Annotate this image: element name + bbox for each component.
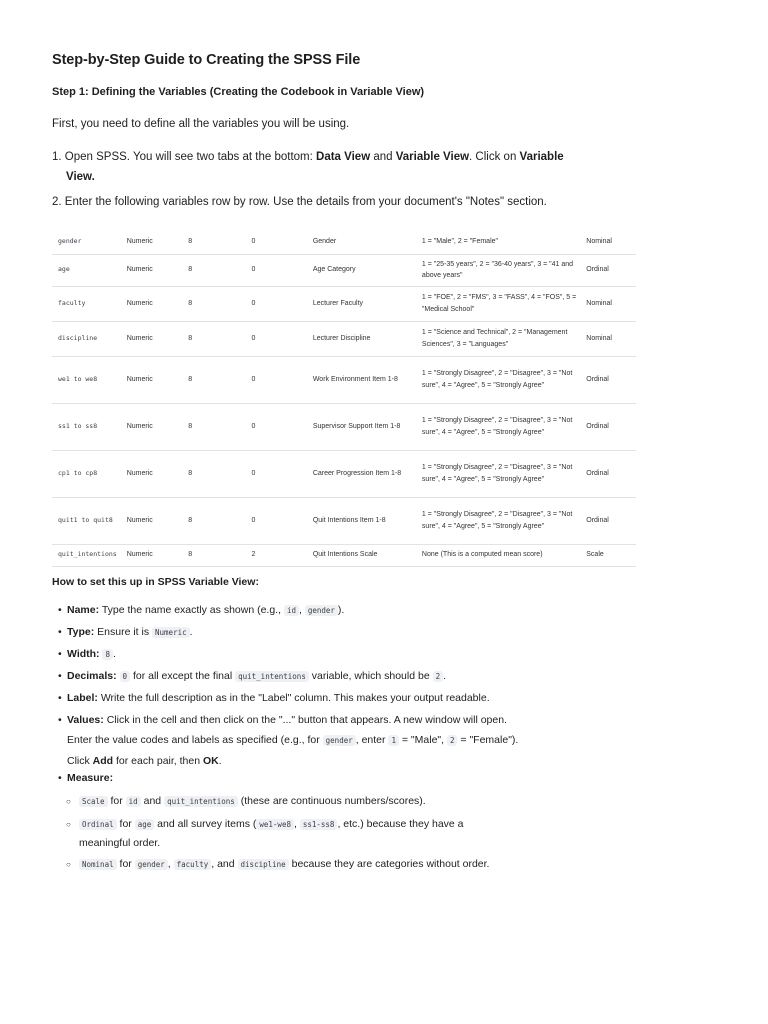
width-cell: [184, 356, 247, 403]
bullet-text: ,: [293, 818, 300, 830]
variable-name-cell-text: cp1 to cp8: [58, 468, 98, 477]
decimals-cell: [248, 286, 309, 321]
label-cell-text: Supervisor Support Item 1-8: [312, 422, 401, 430]
step-item-2: 2. Enter the following variables row by row. Use the details from your document's "Notes" section.: [52, 196, 547, 208]
type-cell-text: Numeric: [126, 551, 153, 559]
variable-name-cell: [52, 254, 123, 286]
label-cell: [309, 321, 418, 356]
inline-code: quit_intentions: [235, 671, 309, 682]
bullet-text: .: [443, 670, 447, 682]
decimals-cell-text: 0: [251, 469, 256, 477]
data-view-term: Data View: [316, 151, 371, 163]
table-row: [52, 254, 636, 286]
measure-cell: [582, 497, 636, 544]
decimals-cell-text: 0: [251, 299, 256, 307]
inline-code: quit_intentions: [164, 796, 238, 807]
bullet-label: Width:: [67, 648, 100, 660]
type-cell: [123, 544, 185, 566]
bullet-dot: •: [58, 714, 62, 726]
width-cell-text: 8: [188, 299, 193, 307]
decimals-cell: [248, 403, 309, 450]
inline-code: 2: [447, 735, 458, 746]
values-cell: [418, 450, 582, 497]
decimals-cell-text: 0: [251, 237, 256, 245]
inline-code: age: [135, 819, 155, 830]
width-cell-text: 8: [188, 422, 193, 430]
inline-code: 0: [120, 671, 131, 682]
measure-cell-text: Ordinal: [586, 469, 609, 477]
decimals-cell: [248, 321, 309, 356]
bullet-text: because they are categories without order.: [288, 858, 490, 870]
step-item-1: [52, 147, 612, 187]
label-cell-text: Quit Intentions Scale: [312, 551, 378, 559]
variable-name-cell: [52, 544, 123, 566]
width-cell: [184, 254, 247, 286]
width-cell-text: 8: [188, 334, 193, 342]
bullet-text: ,: [167, 858, 174, 870]
step1-heading: Step 1: Defining the Variables (Creating the Codebook in Variable View): [52, 86, 425, 98]
variable-name-cell-text: discipline: [58, 333, 98, 342]
bullet-label: Name:: [67, 604, 100, 616]
bullet-text: .: [189, 626, 193, 638]
measure-cell: [582, 450, 636, 497]
label-cell: [309, 544, 418, 566]
decimals-cell: [248, 450, 309, 497]
decimals-cell-text: 2: [251, 551, 256, 559]
type-cell: [123, 356, 185, 403]
decimals-cell-text: 0: [251, 266, 256, 274]
values-cell: [418, 286, 582, 321]
sub-bullet-circle: ○: [66, 797, 71, 806]
width-cell-text: 8: [188, 516, 193, 524]
sub-bullet-ordinal: [66, 815, 516, 853]
variable-name-cell-text: we1 to we8: [58, 374, 98, 383]
table-row: [52, 544, 636, 566]
inline-code: Numeric: [152, 627, 190, 638]
inline-code: faculty: [174, 859, 212, 870]
label-cell-text: Age Category: [312, 266, 356, 274]
bullet-name: [58, 600, 528, 621]
bullet-text: (these are continuous numbers/scores).: [237, 795, 426, 807]
label-cell: [309, 229, 418, 254]
inline-code: discipline: [238, 859, 289, 870]
bullet-text: variable, which should be: [308, 670, 433, 682]
intro-text: First, you need to define all the variables you will be using.: [52, 118, 350, 130]
bullet-dot: •: [58, 670, 62, 682]
bullet-text: for: [107, 795, 126, 807]
measure-cell-text: Scale: [586, 551, 604, 559]
label-cell-text: Lecturer Faculty: [312, 299, 364, 307]
table-row: [52, 321, 636, 356]
inline-code: 8: [102, 649, 113, 660]
decimals-cell: [248, 254, 309, 286]
values-cell: [418, 497, 582, 544]
label-cell-text: Work Environment Item 1-8: [312, 375, 398, 383]
table-row: [52, 450, 636, 497]
bullet-label: Values:: [67, 714, 104, 726]
codebook-table: [52, 229, 636, 567]
width-cell-text: 8: [188, 237, 193, 245]
bullet-dot: •: [58, 772, 62, 784]
variable-name-cell-text: age: [58, 265, 70, 274]
variable-term: Variable: [519, 151, 564, 163]
bullet-text: .: [218, 755, 222, 767]
bullet-type: [58, 622, 528, 643]
label-cell-text: Gender: [312, 237, 337, 245]
values-cell-text: 1 = "Male", 2 = "Female": [421, 237, 499, 245]
type-cell: [123, 403, 185, 450]
step1-period: .: [91, 171, 95, 183]
step1-text: 1. Open SPSS. You will see two tabs at the bottom:: [52, 151, 317, 163]
bullet-measure: [58, 768, 528, 788]
inline-code: Nominal: [79, 859, 117, 870]
inline-code: we1-we8: [256, 819, 294, 830]
type-cell-text: Numeric: [126, 299, 153, 307]
measure-cell: [582, 321, 636, 356]
inline-code: ss1-ss8: [300, 819, 338, 830]
decimals-cell: [248, 229, 309, 254]
width-cell-text: 8: [188, 469, 193, 477]
variable-name-cell: [52, 229, 123, 254]
label-cell-text: Lecturer Discipline: [312, 334, 371, 342]
how-to-heading: How to set this up in SPSS Variable View:: [52, 576, 259, 588]
sub-bullet-circle: ○: [66, 860, 71, 869]
decimals-cell-text: 0: [251, 375, 256, 383]
bullet-text: , enter: [355, 734, 389, 746]
bullet-dot: •: [58, 692, 62, 704]
bullet-text: , and: [211, 858, 238, 870]
bullet-label: Label:: [67, 692, 98, 704]
measure-cell-text: Nominal: [586, 237, 612, 245]
variable-name-cell: [52, 321, 123, 356]
bullet-text: for: [116, 858, 135, 870]
inline-code: gender: [305, 605, 338, 616]
type-cell-text: Numeric: [126, 469, 153, 477]
type-cell: [123, 229, 185, 254]
table-row: [52, 356, 636, 403]
variable-name-cell: [52, 356, 123, 403]
variable-name-cell: [52, 450, 123, 497]
label-cell: [309, 403, 418, 450]
type-cell-text: Numeric: [126, 334, 153, 342]
values-cell-text: None (This is a computed mean score): [421, 551, 543, 559]
measure-cell: [582, 356, 636, 403]
bullet-text: = "Female"). Click: [67, 734, 519, 767]
bullet-text: , etc.) because they have a meaningful order.: [79, 818, 464, 849]
measure-cell-text: Ordinal: [586, 516, 609, 524]
bullet-text: and: [140, 795, 165, 807]
variable-name-cell: [52, 403, 123, 450]
inline-code: 2: [433, 671, 444, 682]
bullet-text: Click in the cell and then click on the "..." button that appears. A new window will open. Enter the value codes and labels as specified (e.g., for: [67, 714, 507, 746]
label-cell-text: Career Progression Item 1-8: [312, 469, 402, 477]
measure-cell: [582, 229, 636, 254]
bullet-text: for all except the final: [130, 670, 236, 682]
variable-name-cell-text: ss1 to ss8: [58, 421, 98, 430]
bullet-width: [58, 644, 528, 665]
variable-name-cell-text: gender: [58, 236, 82, 245]
measure-cell-text: Ordinal: [586, 266, 609, 274]
measure-cell: [582, 286, 636, 321]
decimals-cell: [248, 356, 309, 403]
bullet-text: Ensure it is: [94, 626, 153, 638]
bullet-text: ).: [337, 604, 345, 616]
width-cell-text: 8: [188, 375, 193, 383]
table-row: [52, 229, 636, 254]
bullet-values: [58, 710, 528, 771]
variable-name-cell: [52, 497, 123, 544]
measure-cell-text: Ordinal: [586, 422, 609, 430]
bullet-text: and all survey items (: [154, 818, 257, 830]
values-cell: [418, 254, 582, 286]
type-cell: [123, 254, 185, 286]
values-cell-text: 1 = "Strongly Disagree", 2 = "Disagree", 3 = "Not sure", 4 = "Agree", 5 = "Strongly Agree": [421, 464, 573, 483]
values-cell: [418, 321, 582, 356]
values-cell: [418, 229, 582, 254]
bullet-text: = "Male",: [398, 734, 447, 746]
label-cell: [309, 356, 418, 403]
bullet-text: for each pair, then: [113, 755, 203, 767]
width-cell: [184, 286, 247, 321]
width-cell: [184, 544, 247, 566]
bullet-text: Type the name exactly as shown (e.g.,: [99, 604, 284, 616]
measure-cell-text: Nominal: [586, 334, 612, 342]
bullet-label: Type:: [67, 626, 95, 638]
sub-bullet-nominal: [66, 855, 516, 874]
decimals-cell-text: 0: [251, 516, 256, 524]
values-cell: [418, 403, 582, 450]
type-cell-text: Numeric: [126, 266, 153, 274]
table-row: [52, 286, 636, 321]
bullet-text: ,: [298, 604, 305, 616]
width-cell: [184, 229, 247, 254]
width-cell-text: 8: [188, 266, 193, 274]
width-cell: [184, 321, 247, 356]
bullet-label: Measure:: [67, 772, 114, 784]
type-cell: [123, 450, 185, 497]
width-cell: [184, 497, 247, 544]
inline-code: Ordinal: [79, 819, 117, 830]
bullet-label-item: [58, 688, 528, 708]
values-cell-text: 1 = "Strongly Disagree", 2 = "Disagree", 3 = "Not sure", 4 = "Agree", 5 = "Strongly Agree": [421, 370, 573, 389]
measure-cell: [582, 544, 636, 566]
values-cell-text: 1 = "Strongly Disagree", 2 = "Disagree", 3 = "Not sure", 4 = "Agree", 5 = "Strongly Agree": [421, 511, 573, 530]
values-cell-text: 1 = "FOE", 2 = "FMS", 3 = "FASS", 4 = "FOS", 5 = "Medical School": [421, 294, 577, 313]
inline-code: Scale: [79, 796, 108, 807]
bullet-label: Decimals:: [67, 670, 117, 682]
decimals-cell-text: 0: [251, 334, 256, 342]
bullet-text: .: [113, 648, 116, 660]
inline-code: 1: [388, 735, 399, 746]
add-term: Add: [92, 755, 114, 767]
label-cell: [309, 254, 418, 286]
width-cell-text: 8: [188, 551, 193, 559]
variable-view-term: Variable View: [395, 151, 470, 163]
measure-cell: [582, 403, 636, 450]
measure-cell: [582, 254, 636, 286]
type-cell-text: Numeric: [126, 422, 153, 430]
inline-code: gender: [323, 735, 356, 746]
type-cell: [123, 321, 185, 356]
measure-cell-text: Nominal: [586, 299, 612, 307]
type-cell-text: Numeric: [126, 237, 153, 245]
variable-name-cell-text: quit_intentions: [58, 550, 117, 559]
sub-bullet-circle: ○: [66, 820, 71, 829]
table-row: [52, 497, 636, 544]
bullet-dot: •: [58, 648, 62, 660]
decimals-cell: [248, 497, 309, 544]
decimals-cell: [248, 544, 309, 566]
width-cell: [184, 450, 247, 497]
label-cell: [309, 450, 418, 497]
label-cell: [309, 497, 418, 544]
label-cell-text: Quit Intentions Item 1-8: [312, 516, 386, 524]
values-cell-text: 1 = "Strongly Disagree", 2 = "Disagree", 3 = "Not sure", 4 = "Agree", 5 = "Strongly Agree": [421, 417, 573, 436]
values-cell-text: 1 = "Science and Technical", 2 = "Management Sciences", 3 = "Languages": [421, 329, 568, 348]
type-cell: [123, 497, 185, 544]
variable-name-cell-text: quit1 to quit8: [58, 515, 113, 524]
bullet-dot: •: [58, 604, 62, 616]
type-cell: [123, 286, 185, 321]
label-cell: [309, 286, 418, 321]
page-title: Step-by-Step Guide to Creating the SPSS File: [52, 52, 361, 68]
step1-and: and: [370, 151, 396, 163]
inline-code: id: [284, 605, 299, 616]
bullet-decimals: [58, 666, 528, 687]
inline-code: id: [126, 796, 141, 807]
width-cell: [184, 403, 247, 450]
type-cell-text: Numeric: [126, 516, 153, 524]
values-cell-text: 1 = "25-35 years", 2 = "36-40 years", 3 = "41 and above years": [421, 260, 574, 279]
sub-bullet-scale: [66, 792, 516, 811]
measure-cell-text: Ordinal: [586, 375, 609, 383]
values-cell: [418, 544, 582, 566]
values-cell: [418, 356, 582, 403]
view-term: View: [66, 171, 92, 183]
bullet-dot: •: [58, 626, 62, 638]
bullet-text: for: [116, 818, 135, 830]
ok-term: OK: [203, 755, 219, 767]
step1-click: . Click on: [469, 151, 520, 163]
inline-code: gender: [135, 859, 168, 870]
table-row: [52, 403, 636, 450]
decimals-cell-text: 0: [251, 422, 256, 430]
variable-name-cell: [52, 286, 123, 321]
bullet-text: Write the full description as in the "Label" column. This makes your output readable.: [97, 692, 490, 704]
variable-name-cell-text: faculty: [58, 298, 86, 307]
type-cell-text: Numeric: [126, 375, 153, 383]
